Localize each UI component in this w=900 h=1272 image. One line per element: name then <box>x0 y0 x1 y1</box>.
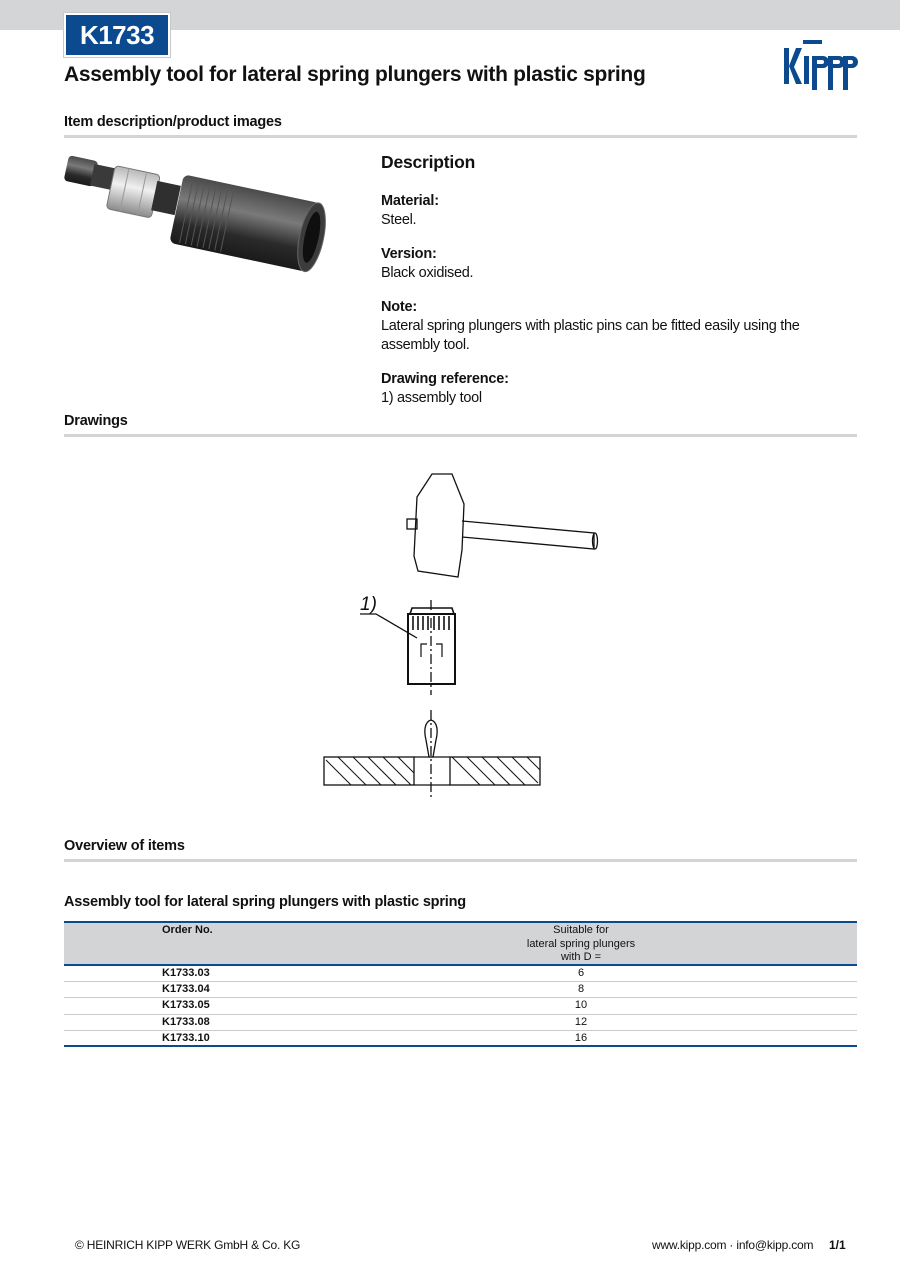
version-value: Black oxidised. <box>381 265 474 281</box>
section-heading-overview: Overview of items <box>64 838 185 854</box>
page-title: Assembly tool for lateral spring plungers with plastic spring <box>64 63 646 86</box>
material-value: Steel. <box>381 212 417 228</box>
table-title: Assembly tool for lateral spring plungers with plastic spring <box>64 894 466 910</box>
material-label: Material: <box>381 193 439 209</box>
description-title: Description <box>381 152 476 172</box>
product-code-badge: K1733 <box>64 13 170 57</box>
items-table <box>64 921 857 1047</box>
kipp-logo <box>782 38 858 92</box>
diameter-value: 10 <box>574 999 588 1012</box>
table-row <box>64 1015 857 1031</box>
note-value: Lateral spring plungers with plastic pins can be fitted easily using the assembly tool. <box>381 318 800 353</box>
drawing-reference-value: 1) assembly tool <box>381 390 482 406</box>
callout-label: 1) <box>360 594 377 615</box>
section-heading-drawings: Drawings <box>64 413 128 429</box>
order-number: K1733.05 <box>162 999 210 1012</box>
section-heading-item-description: Item description/product images <box>64 114 282 130</box>
table-header <box>64 921 857 966</box>
description-block <box>381 152 861 423</box>
section-rule <box>64 135 857 138</box>
footer-copyright: © HEINRICH KIPP WERK GmbH & Co. KG <box>75 1238 301 1252</box>
order-number: K1733.04 <box>162 983 210 996</box>
footer-contact: www.kipp.com · info@kipp.com <box>652 1238 814 1252</box>
page-number: 1/1 <box>829 1238 846 1252</box>
technical-drawing <box>320 468 610 803</box>
hammer-handle <box>462 521 594 549</box>
diameter-value: 8 <box>577 983 585 996</box>
table-row <box>64 982 857 998</box>
drawing-reference-label: Drawing reference: <box>381 371 509 387</box>
table-row <box>64 966 857 982</box>
section-rule <box>64 434 857 437</box>
section-rule <box>64 859 857 862</box>
version-label: Version: <box>381 246 437 262</box>
column-header-order-no: Order No. <box>162 924 213 936</box>
diameter-value: 6 <box>577 967 585 979</box>
diameter-value: 12 <box>574 1015 588 1028</box>
order-number: K1733.03 <box>162 967 210 979</box>
hammer-head <box>414 474 464 577</box>
order-number: K1733.10 <box>162 1031 210 1044</box>
product-image <box>64 148 334 288</box>
column-header-suitable-for: Suitable for lateral spring plungers with D = <box>526 924 636 963</box>
table-row <box>64 998 857 1014</box>
diameter-value: 16 <box>574 1031 588 1044</box>
note-label: Note: <box>381 299 418 315</box>
table-row <box>64 1031 857 1047</box>
order-number: K1733.08 <box>162 1015 210 1028</box>
